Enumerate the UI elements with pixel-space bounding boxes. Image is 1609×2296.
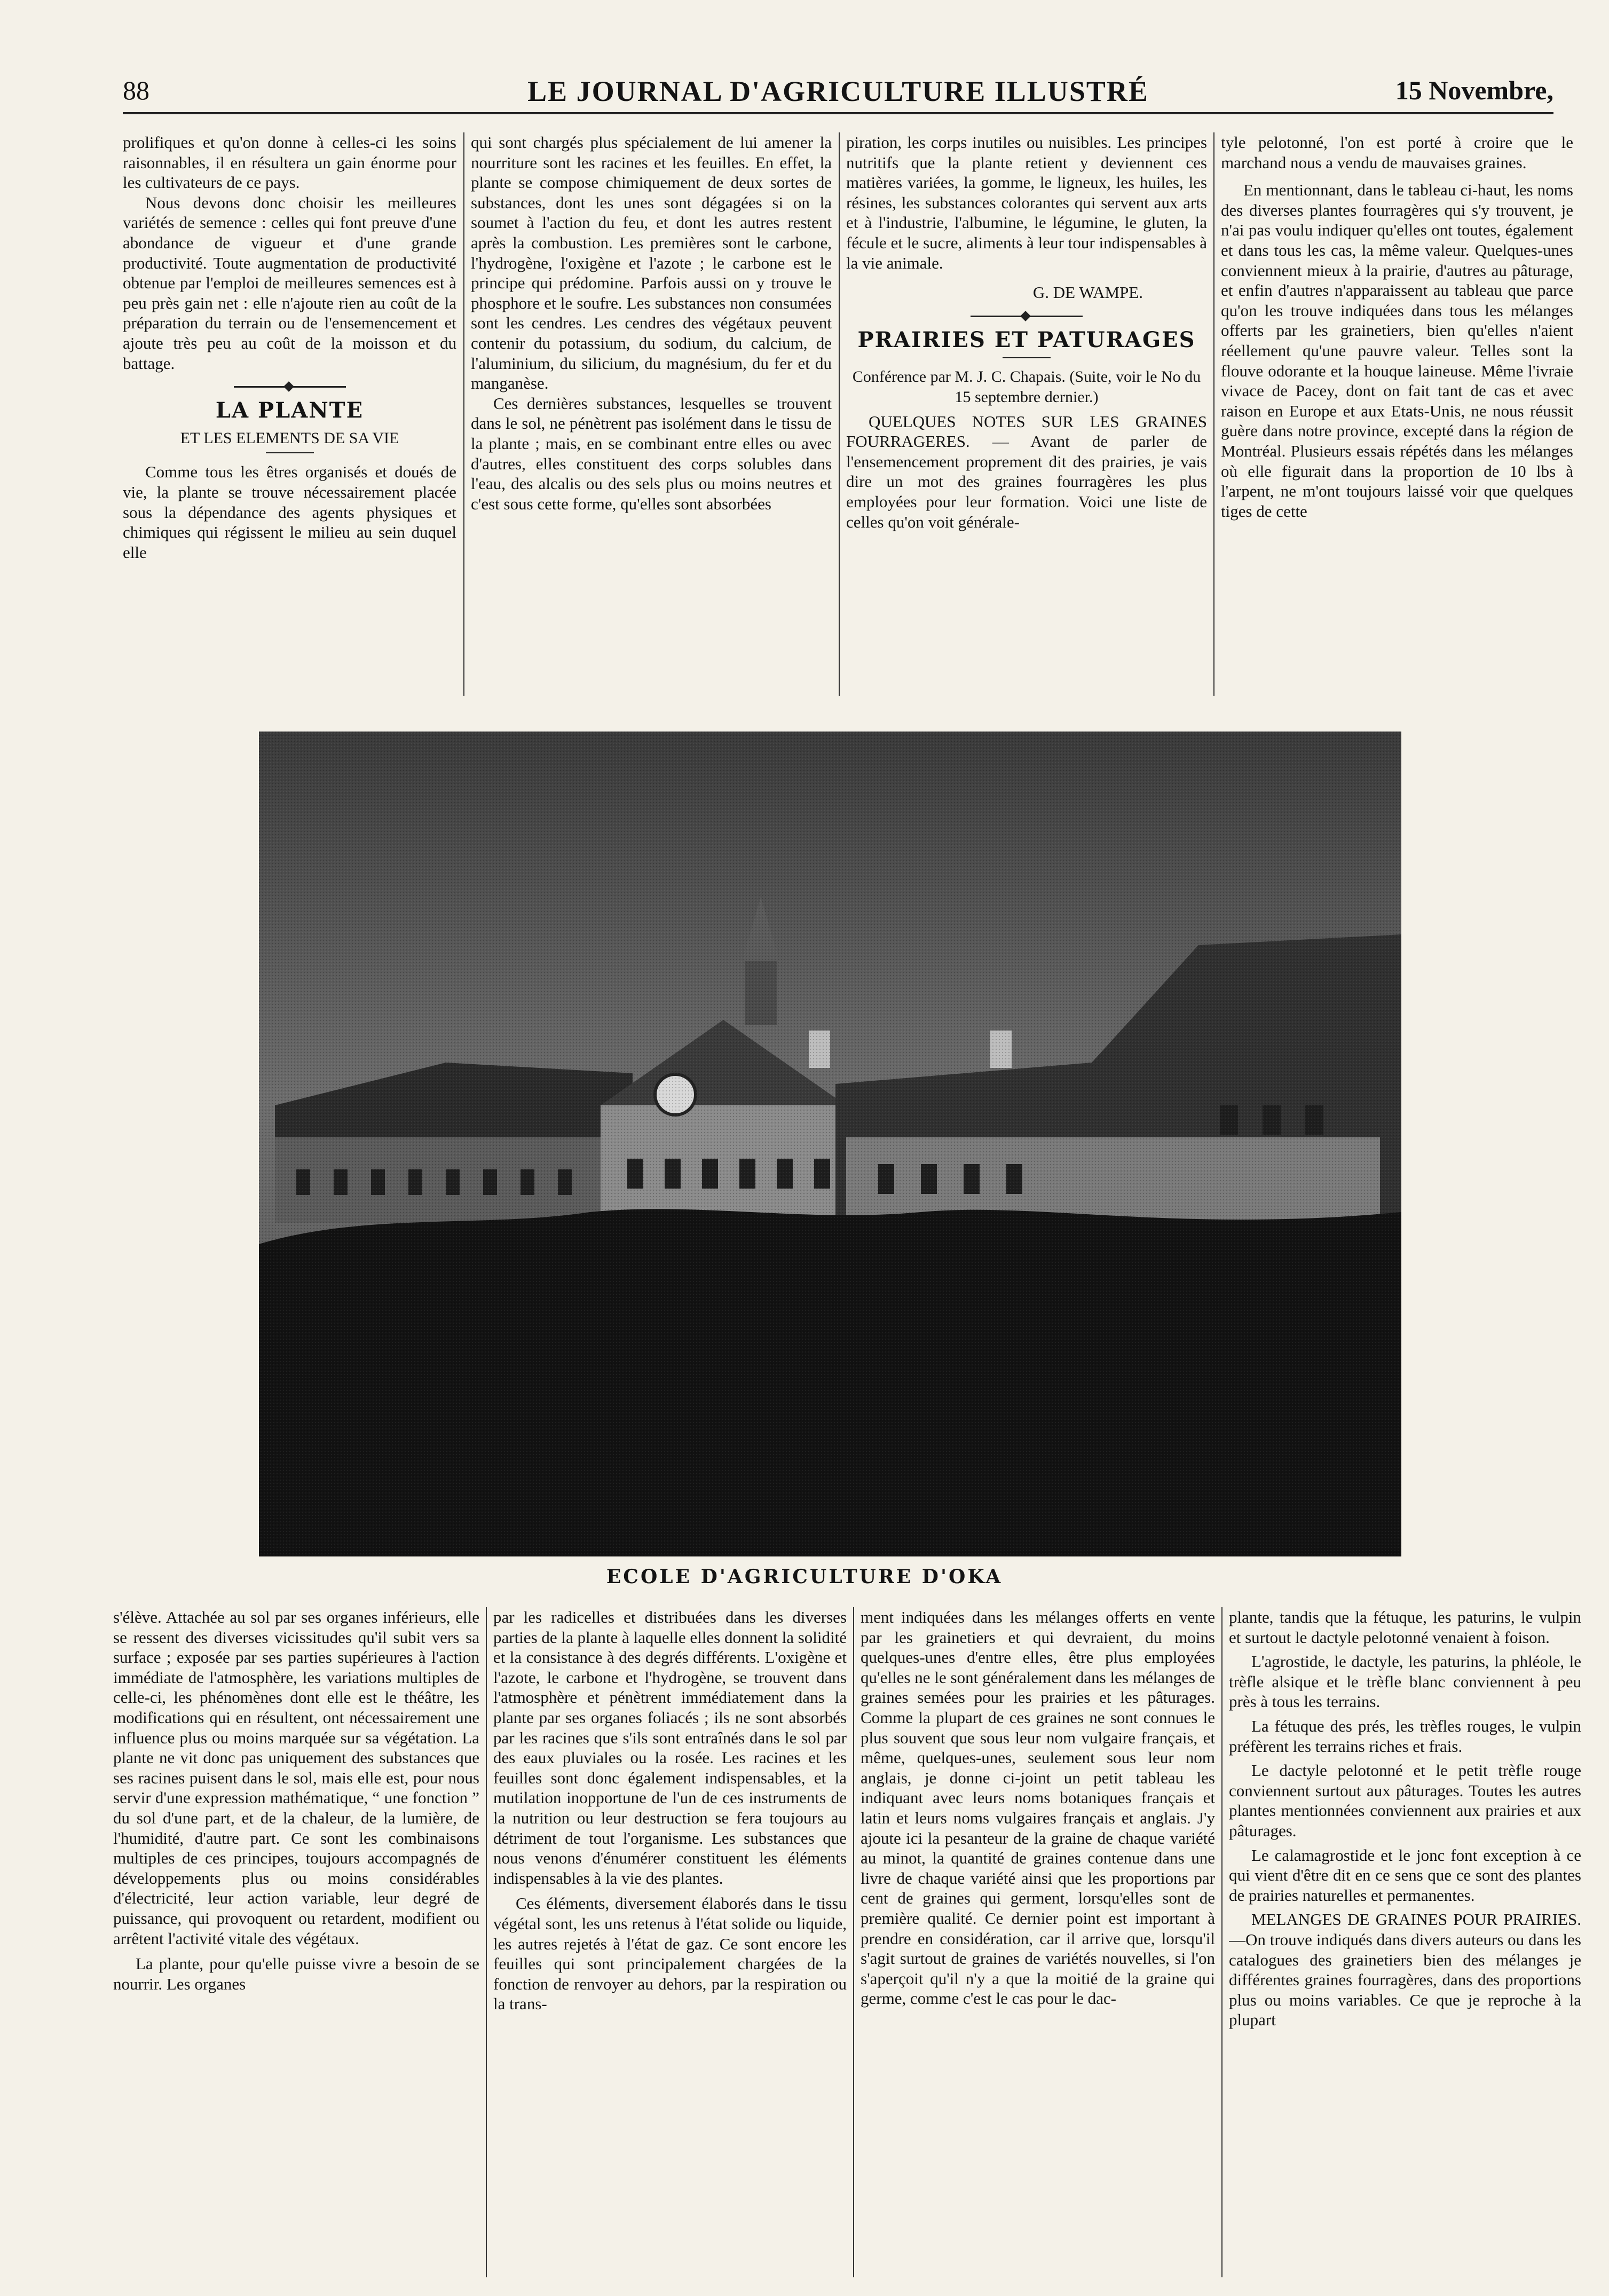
paragraph: qui sont chargés plus spécialement de lui amener la nourriture sont les racines et les feuilles. En effet, la plante se compose chimiquement de deux sortes de substances, dont les unes sont dégagées si on la soumet à l'action du feu, et dont les autres restent après la combustion. Les premières sont le carbone, l'hydrogène, l'oxigène et l'azote ; le carbone est le principe qui prédomine. Parfois aussi on y trouve le phosphore et le soufre. Les substances non consumées sont les cendres. Les cendres des végétaux peuvent contenir du potassium, du sodium, du calcium, de l'aluminium, du silicium, du magnésium, du fer et du manganèse. <box>471 133 832 393</box>
section-subheadline: ET LES ELEMENTS DE SA VIE <box>180 429 399 447</box>
paragraph: En mentionnant, dans le tableau ci-haut, les noms des diverses plantes fourragères qui s'y trouvent, je n'ai pas voulu indiquer qu'elles ont toutes, également et dans tous les cas, la même valeur. Quelques-unes conviennent mieux à la prairie, d'autres au pâturage, et enfin d'autres n'apparaissent au tableau que parce qu'on les trouve indiquées dans tous les mélanges offerts par les grainetiers, bien qu'elles n'aient réellement qu'une pauvre valeur. Telles sont la flouve odorante et la houque laineuse. Même l'ivraie vivace de Pacey, dont on fait tant de cas et avec raison en Europe et aux Etats-Unis, ne nous réussit guère dans notre province, excepté dans la région de Montréal. Plusieurs essais répétés dans les mélanges où elle figurait dans la proportion de 10 lbs à l'arpent, ne m'ont toujours laissé voir que quelques tiges de cette <box>1221 180 1573 521</box>
top-column-1 <box>123 132 456 693</box>
section-headline: PRAIRIES ET PATURAGES <box>857 327 1196 352</box>
bottom-column-1 <box>113 1607 479 2277</box>
bottom-column-3 <box>861 1607 1215 2277</box>
top-column-2 <box>471 132 832 693</box>
paragraph: L'agrostide, le dactyle, les paturins, la phléole, le trèfle alsique et le trèfle blanc conviennent à peu près à tous les terrains. <box>1229 1652 1581 1711</box>
bottom-column-4 <box>1229 1607 1581 2277</box>
column-separator <box>463 132 464 696</box>
short-rule <box>266 452 314 453</box>
paragraph: Ces dernières substances, lesquelles se trouvent dans le sol, ne pénètrent pas isolément dans le tissu de la plante ; mais, en se combinant entre elles ou avec d'autres, elles constituent des corps solubles dans l'eau, des alcalis ou des sels plus ou moins neutres et c'est sous cette forme, qu'elles sont absorbées <box>471 394 832 513</box>
paragraph: prolifiques et qu'on donne à celles-ci les soins raisonnables, il en résultera un gain énorme pour les cultivateurs de ce pays. <box>123 133 456 192</box>
paragraph: ment indiquées dans les mélanges offerts en vente par les grainetiers et qui devraient, du moins quelques-unes d'entre elles, être plus employées qu'elles ne le sont généralement dans les mélanges de graines semées pour les prairies et les pâturages. Comme la plupart de ces graines ne sont connues le plus souvent que sous leur nom vulgaire français, et même, quelques-unes, seulement sous leur nom anglais, je donne ci-joint un petit tableau les indiquant avec leurs noms botaniques français et latin et leurs noms vulgaires français et anglais. J'y ajoute ici la pesanteur de la graine de chaque variété au minot, la quantité de graines contenue dans une livre de chaque variété ainsi que les proportions par cent de graines qui germent, lorsqu'elles sont de première qualité. Ce dernier point est important à prendre en considération, car il arrive que, lorsqu'il s'agit surtout de graines de variétés nouvelles, si l'on s'aperçoit qu'il n'y a que la moitié de la graine qui germe, comme c'est le cas pour le dac- <box>861 1608 1215 2008</box>
section-divider <box>234 386 346 388</box>
column-separator <box>1213 132 1214 696</box>
paragraph: Le dactyle pelotonné et le petit trèfle rouge conviennent surtout aux pâturages. Toutes les autres plantes mentionnées conviennent aux prairies et aux pâturages. <box>1229 1761 1581 1840</box>
page-header <box>123 75 1553 114</box>
page-number: 88 <box>123 75 149 105</box>
building-illustration <box>259 732 1401 1556</box>
section-divider <box>971 316 1083 317</box>
column-separator <box>1221 1607 1222 2277</box>
author-signature: G. DE WAMPE. <box>1032 283 1143 302</box>
column-separator <box>853 1607 854 2277</box>
column-separator <box>839 132 840 696</box>
issue-date: 15 Novembre, <box>1395 75 1553 105</box>
short-rule <box>1003 357 1051 358</box>
paragraph: s'élève. Attachée au sol par ses organes inférieurs, elle se ressent des diverses vicissitudes qu'il subit vers sa surface ; exposée par ses parties supérieures à l'action immédiate de l'atmosphère, les variations multiples de celle-ci, les phénomènes dont elle est le théâtre, les modifications qui en résultent, ont nécessairement une influence plus ou moins marquée sur sa végétation. La plante ne vit donc pas uniquement des substances que ses racines puisent dans le sol, mais elle est, pour nous servir d'une expression mathématique, “ une fonction ” du sol d'une part, et de la chaleur, de la lumière, de l'humidité, d'autre part. Ce sont les combinaisons multiples de ces principes, toujours accompagnés de développements plus ou moins considérables d'électricité, leur action variable, leur degré de puissance, qui provoquent ou retardent, modifient ou arrêtent l'activité vitale des végétaux. <box>113 1608 479 1948</box>
paragraph: Comme tous les êtres organisés et doués de vie, la plante se trouve nécessairement placée sous la dépendance des agents physiques et chimiques qui régissent le milieu au sein duquel elle <box>123 462 456 562</box>
paragraph: Le calamagrostide et le jonc font exception à ce qui vient d'être dit en ce sens que ce sont des plantes de prairies naturelles et permanentes. <box>1229 1845 1581 1905</box>
school-photograph <box>259 732 1401 1556</box>
bottom-column-2 <box>493 1607 847 2277</box>
paragraph: Nous devons donc choisir les meilleures variétés de semence : celles qui font preuve d'une abondance de vigueur et d'une grande productivité. Toute augmentation de productivité obtenue par l'emploi de meilleures semences est à peu près gain net : elle n'ajoute rien au coût de la préparation du terrain ou de l'ensemencement et ajoute très peu au coût de la moisson et du battage. <box>123 193 456 373</box>
paragraph: MELANGES DE GRAINES POUR PRAIRIES.—On trouve indiqués dans divers auteurs ou dans les catalogues des grainetiers bien des mélanges je différentes graines fourragères, dans des proportions plus ou moins variables. Ce que je reproche à la plupart <box>1229 1910 1581 2030</box>
photo-caption: ECOLE D'AGRICULTURE D'OKA <box>606 1566 1003 1588</box>
paragraph: plante, tandis que la fétuque, les paturins, le vulpin et surtout le dactyle pelotonné venaient à foison. <box>1229 1608 1581 1647</box>
section-subheadline: Conférence par M. J. C. Chapais. (Suite, voir le No du 15 septembre dernier.) <box>852 368 1201 406</box>
top-column-3 <box>846 132 1207 693</box>
top-column-4 <box>1221 132 1573 693</box>
paragraph: par les radicelles et distribuées dans les diverses parties de la plante à laquelle elles donnent la solidité et la consistance à des degrés différents. L'oxigène et l'azote, le carbone et l'hydrogène, se trouvent dans l'atmosphère et pénètrent immédiatement dans la plante par ses organes foliacés ; ils ne sont absorbés par les racines que s'ils sont entraînés dans le sol par des eaux pluviales ou la rosée. Les racines et les feuilles sont donc également indispensables, et la mutilation inopportune de l'un de ces instruments de la nutrition ou leur destruction se fera toujours au détriment de tout l'organisme. Les substances que nous venons d'énumérer constituent les éléments indispensables à la vie des plantes. <box>493 1608 847 1888</box>
paragraph: La fétuque des prés, les trèfles rouges, le vulpin préfèrent les terrains riches et frais. <box>1229 1716 1581 1756</box>
paragraph: La plante, pour qu'elle puisse vivre a besoin de se nourrir. Les organes <box>113 1954 479 1993</box>
paragraph: piration, les corps inutiles ou nuisibles. Les principes nutritifs que la plante retient y deviennent ces matières variées, la gomme, le ligneux, les huiles, les résines, les substances colorantes qui servent aux arts et à l'industrie, l'albumine, le légumine, le gluten, la fécule et le sucre, aliments à leur tour indispensables à la vie animale. <box>846 133 1207 272</box>
paragraph: Ces éléments, diversement élaborés dans le tissu végétal sont, les uns retenus à l'état solide ou liquide, les autres rejetés à l'état de gaz. Ce sont encore les feuilles qui sont principalement chargées de la fonction de renvoyer au dehors, par la respiration ou la trans- <box>493 1894 847 2014</box>
photo-grain <box>259 732 1401 1556</box>
section-headline: LA PLANTE <box>215 398 364 423</box>
column-separator <box>486 1607 487 2277</box>
paragraph: tyle pelotonné, l'on est porté à croire que le marchand nous a vendu de mauvaises graines. <box>1221 133 1573 172</box>
journal-title: LE JOURNAL D'AGRICULTURE ILLUSTRÉ <box>527 75 1149 107</box>
paragraph: QUELQUES NOTES SUR LES GRAINES FOURRAGERES. — Avant de parler de l'ensemencement proprement dit des prairies, je vais dire un mot des graines fourragères les plus employées pour leur formation. Voici une liste de celles qu'on voit générale- <box>846 412 1207 531</box>
